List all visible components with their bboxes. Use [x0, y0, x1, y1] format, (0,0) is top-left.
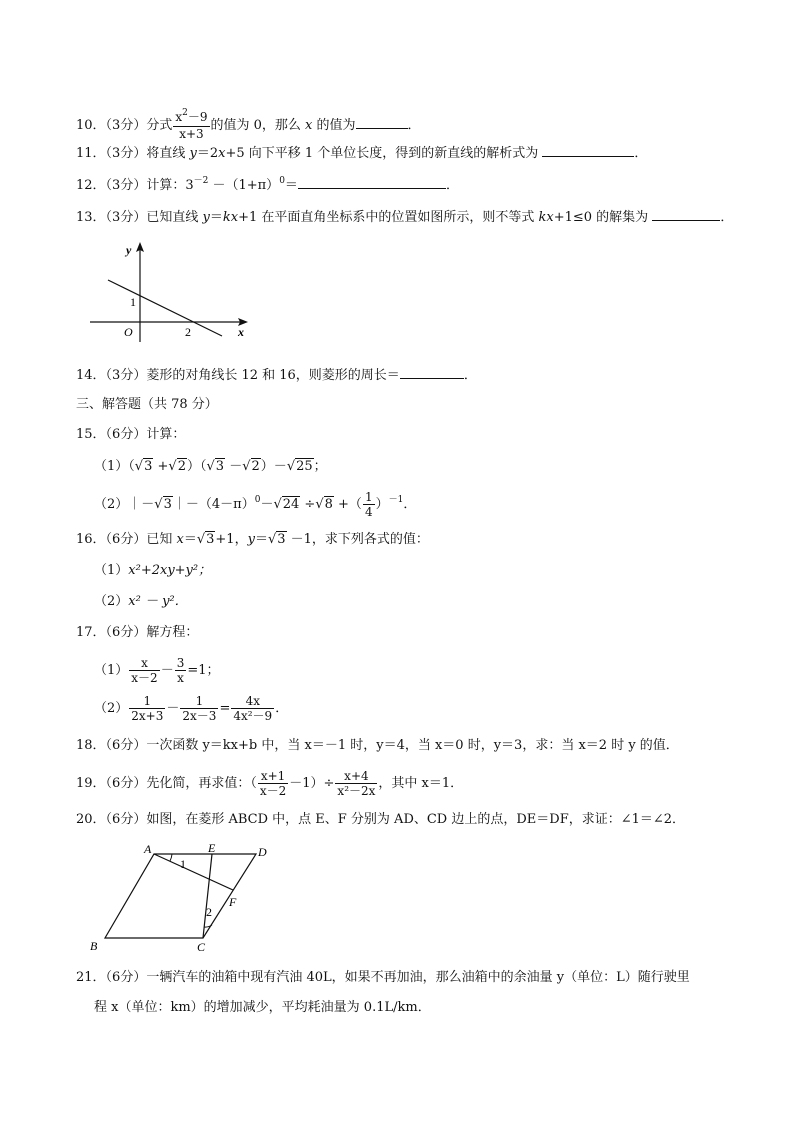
answer-blank[interactable]: [400, 366, 464, 379]
question-10: 10．（3分）分式 $\frac{x^2-9}{x+3}$ 的值为 0，那么 x 的值为 ．: [76, 108, 421, 141]
point-e: E: [208, 841, 216, 855]
angle-1-arc: [170, 854, 172, 861]
origin-label: O: [124, 325, 133, 339]
vertex-b: B: [90, 939, 98, 953]
question-16-part-2: （2）x² － y²．: [94, 594, 188, 609]
point-f: F: [229, 895, 237, 909]
angle-2-label: 2: [206, 905, 212, 919]
question-17-part-2: （2） $\frac{1}{2x+3}$ － $\frac{1}{2x-3}$ = $\frac{4x}{\text{4x²－9}}$ ．: [94, 694, 289, 723]
answer-blank[interactable]: [298, 176, 446, 189]
section-heading: 三、解答题（共 78 分）: [76, 397, 218, 412]
x-intercept-label: 2: [185, 325, 191, 339]
question-21: 21．（6分）一辆汽车的油箱中现有汽油 40L，如果不再加油，那么油箱中的余油量 y（单位：L）随行驶里: [76, 970, 690, 985]
y-axis-label: y: [126, 243, 132, 257]
y-intercept-label: 1: [130, 295, 136, 309]
question-15-part-2: $(2)|-√3|-(4-\pi)^0-√24 \div√8$ +（ $\frac{1}{4}$ ）$^{-1}$．: [94, 490, 417, 519]
question-17: 17．（6分）解方程：: [76, 625, 199, 640]
question-15: 15．（6分）计算：: [76, 427, 186, 442]
question-14: 14．（3分）菱形的对角线长 12 和 16，则菱形的周长＝ ．: [76, 368, 477, 383]
question-15-part-1: （1）（√3 +√2）（√3 －√2）－√25；: [94, 459, 327, 474]
question-11: 11．（3分）将直线 y＝2x+5 向下平移 1 个单位长度，得到的新直线的解析式为 ．: [76, 146, 648, 161]
question-19: 19．（6分）先化简，再求值：（ $\frac{x+1}{x-2}$ －1）÷ $\frac{x+4}{\text{x²－2x}}$ ，其中 x＝1．: [76, 769, 464, 798]
answer-blank[interactable]: [356, 116, 408, 129]
line-graph-figure: [88, 238, 258, 342]
angle-1-label: 1: [180, 857, 186, 871]
answer-blank[interactable]: [542, 144, 634, 157]
question-16-part-1: （1）x²+2xy+y²；: [94, 563, 212, 578]
question-20: 20．（6分）如图，在菱形 ABCD 中，点 E、F 分别为 AD、CD 边上的点，DE＝DF，求证：∠1＝∠2．: [76, 812, 686, 827]
vertex-a: A: [144, 842, 152, 856]
segment-ae-to-f: [154, 854, 233, 890]
question-21-continued: 程 x（单位：km）的增加减少，平均耗油量为 0.1L/km．: [94, 1000, 431, 1015]
rhombus-figure: [86, 838, 282, 956]
question-18: 18．（6分）一次函数 y＝kx+b 中，当 x＝－1 时，y＝4，当 x＝0 时，y＝3，求：当 x＝2 时 y 的值．: [76, 738, 679, 753]
vertex-d: D: [258, 845, 267, 859]
question-13: 13．（3分）已知直线 y＝kx+1 在平面直角坐标系中的位置如图所示，则不等式 kx+1≤0 的解集为 ．: [76, 210, 734, 225]
vertex-c: C: [197, 940, 206, 954]
question-17-part-1: （1） $\frac{x}{x-2}$ － $\frac{3}{x}$ =1；: [94, 656, 220, 685]
x-axis-label: x: [238, 325, 244, 339]
question-16: 16．（6分）已知 x＝√3+1，y＝√3 －1，求下列各式的值：: [76, 532, 429, 547]
question-12: 12．（3分）计算：$3^{-2} -(1+\pi)^0=$ ．: [76, 176, 459, 193]
fraction: $\frac{x^2-9}{x+3}$: [175, 108, 208, 141]
answer-blank[interactable]: [652, 208, 720, 221]
